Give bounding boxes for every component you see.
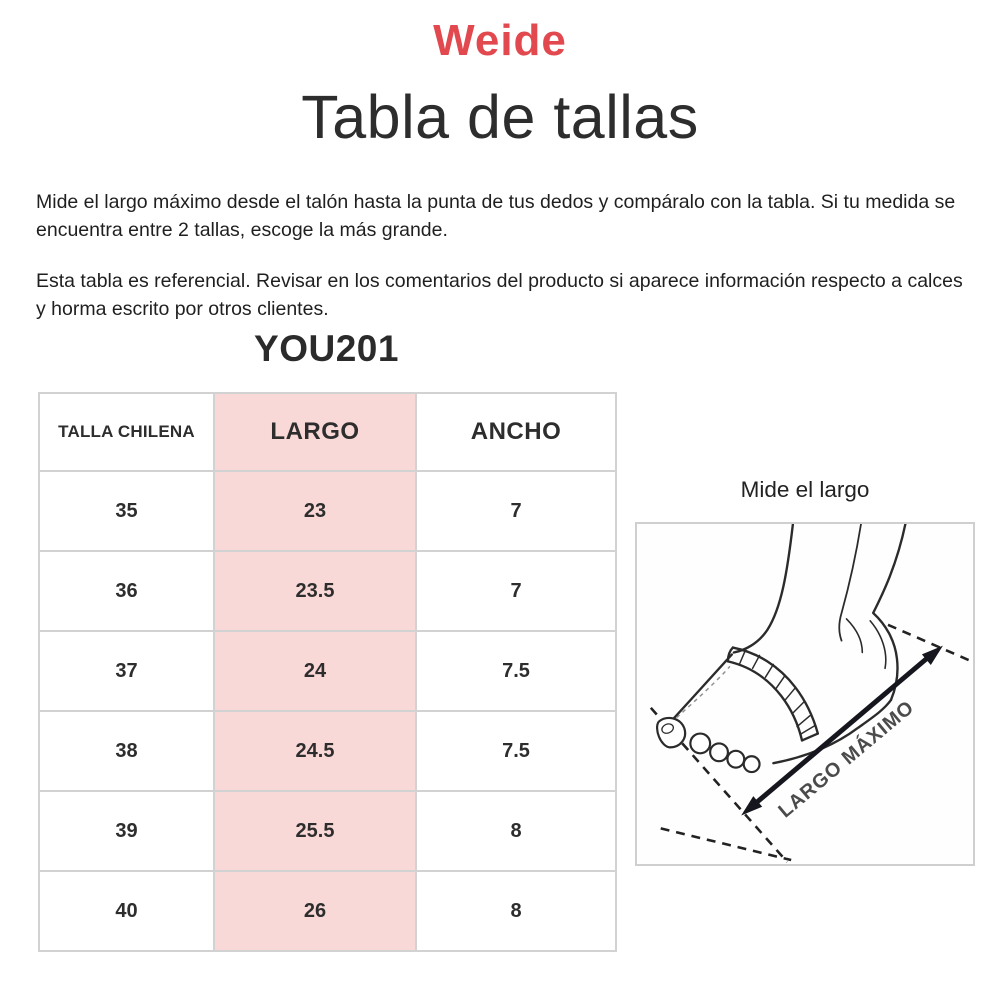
size-cell-talla: 35 [39,471,214,551]
size-row [39,551,616,631]
toe [744,756,760,772]
size-cell-ancho: 7 [416,471,616,551]
largo-maximo-arrow [741,646,943,816]
size-cell-ancho: 7.5 [416,631,616,711]
measure-instructions-text: Mide el largo máximo desde el talón hasta la punta de tus dedos y compáralo con la tabla. Si tu medida se encuentra entre 2 tallas, escoge la más grande. [36,191,956,241]
big-toe [657,718,685,747]
toes [657,718,759,772]
toe [690,734,710,754]
right-leg-heel-line [873,524,906,700]
size-cell-ancho: 8 [416,871,616,951]
toe [727,751,744,768]
toe [710,743,728,761]
size-cell-ancho: 7.5 [416,711,616,791]
size-cell-talla: 38 [39,711,214,791]
heel-inner-curve [870,621,886,668]
brand-logo: Weide [433,16,567,65]
reference-note-text: Esta tabla es referencial. Revisar en los comentarios del producto si aparece información respecto a calces y horma escrito por otros clientes. [36,270,963,320]
size-cell-ancho: 8 [416,791,616,871]
size-table-header-row [39,393,616,471]
size-cell-talla: 39 [39,791,214,871]
size-row [39,871,616,951]
size-cell-largo: 23 [214,471,416,551]
column-header-ancho: ANCHO [416,393,616,471]
size-cell-largo: 23.5 [214,551,416,631]
size-cell-talla: 36 [39,551,214,631]
foot-ridge-dashed-line [677,666,730,717]
page-title: Tabla de tallas [301,83,699,151]
size-row [39,791,616,871]
size-table [38,392,617,952]
tape-end-cap [802,734,818,741]
column-header-largo: LARGO [214,393,416,471]
size-row [39,711,616,791]
measuring-tape [728,648,818,741]
size-cell-talla: 40 [39,871,214,951]
tape-edge-bottom [728,661,802,740]
measure-guide-title: Mide el largo [740,477,870,502]
size-row [39,471,616,551]
size-cell-ancho: 7 [416,551,616,631]
column-header-talla-chilena: TALLA CHILENA [39,393,214,471]
size-row [39,631,616,711]
product-code: YOU201 [254,328,399,369]
arrow-shaft [752,654,932,806]
size-cell-largo: 25.5 [214,791,416,871]
size-cell-talla: 37 [39,631,214,711]
size-cell-largo: 26 [214,871,416,951]
size-cell-largo: 24 [214,631,416,711]
foot-measure-illustration [635,522,975,866]
arrow-label: LARGO MÁXIMO [774,696,919,823]
ankle-inner-curve [847,619,863,653]
size-cell-largo: 24.5 [214,711,416,791]
left-leg-line [734,524,793,652]
foot-measure-diagram-svg [637,524,973,864]
